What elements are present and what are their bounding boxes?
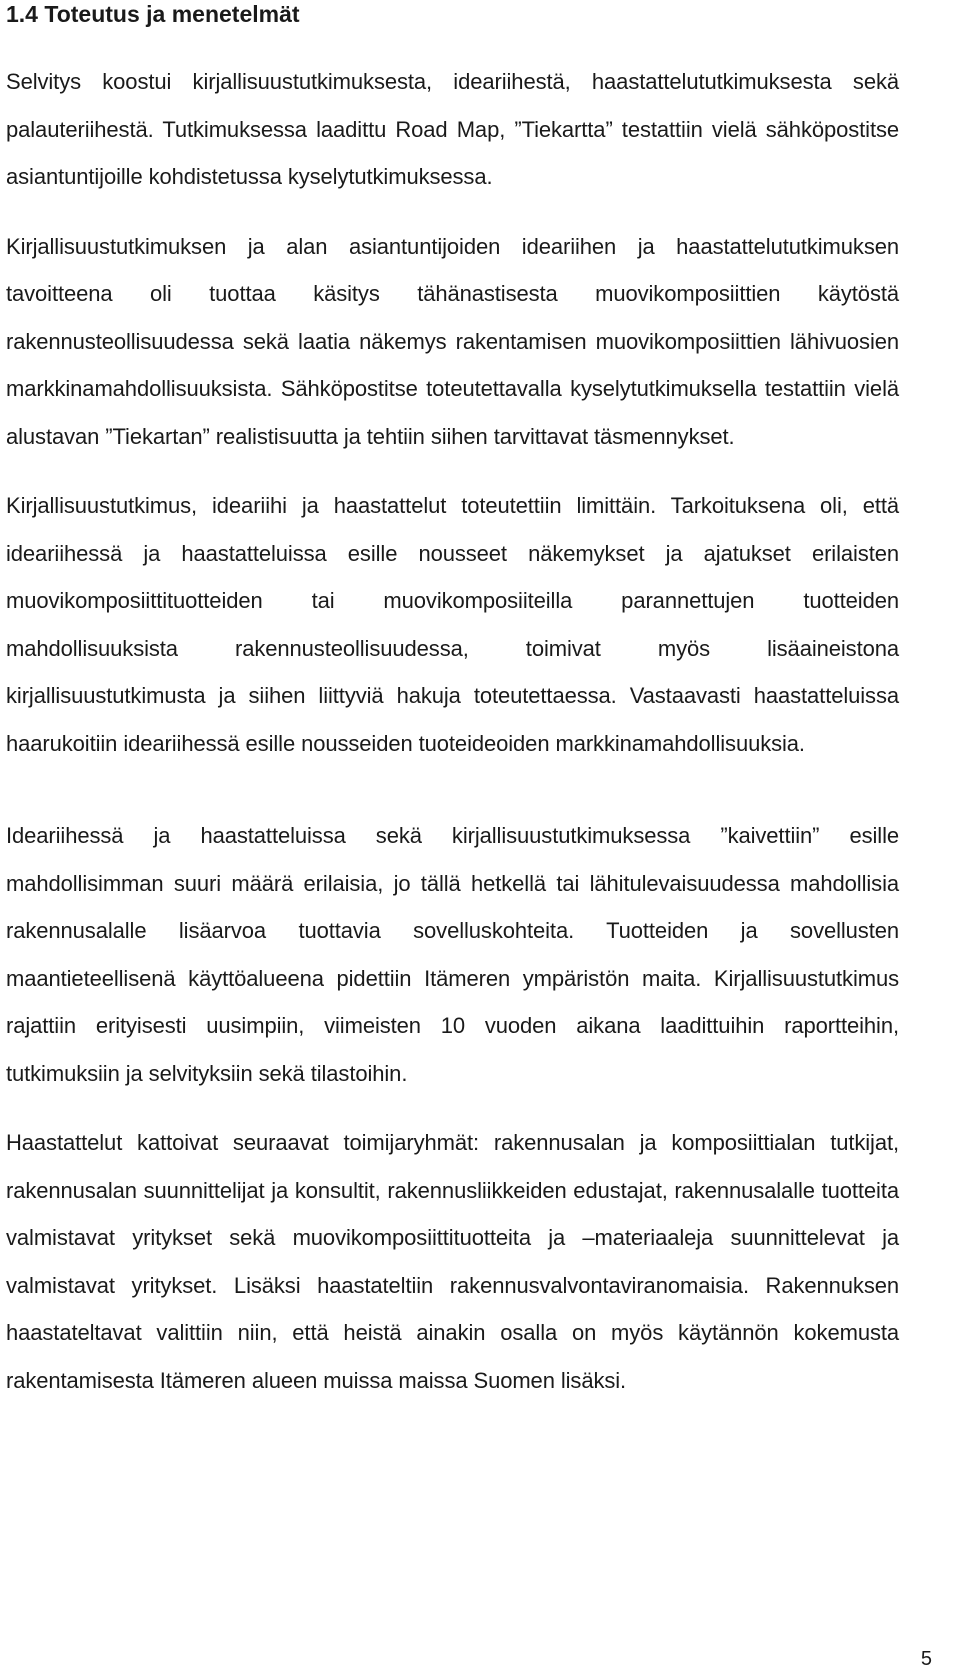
paragraph-5: Haastattelut kattoivat seuraavat toimijaryhmät: rakennusalan ja komposiittialan tutkijat, rakennusalan suunnittelijat ja konsultit, rakennusliikkeiden edustajat, rakennusalalle tuotteita valmistavat yritykset sekä muovikomposiittituotteita ja –materiaaleja suunnittelevat ja valmistavat yritykset. Lisäksi haastateltiin rakennusvalvontaviranomaisia. Rakennuksen haastateltavat valittiin niin, että heistä ainakin osalla on myös käytännön kokemusta rakentamisesta Itämeren alueen muissa maissa Suomen lisäksi. bbox=[6, 1130, 899, 1393]
paragraph-3: Kirjallisuustutkimus, ideariihi ja haastattelut toteutettiin limittäin. Tarkoituksena oli, että ideariihessä ja haastatteluissa esille nousseet näkemykset ja ajatukset erilaisten muovikomposiittituotteiden tai muovikomposiiteilla parannettujen tuotteiden mahdollisuuksista rakennusteollisuudessa, toimivat myös lisäaineistona kirjallisuustutkimusta ja siihen liittyviä hakuja toteutettaessa. Vastaavasti haastatteluissa haarukoitiin ideariihessä esille nousseiden tuoteideoiden markkinamahdollisuuksia. bbox=[6, 493, 899, 756]
paragraph-2: Kirjallisuustutkimuksen ja alan asiantuntijoiden ideariihen ja haastattelututkimuksen tavoitteena oli tuottaa käsitys tähänastisesta muovikomposiittien käytöstä rakennusteollisuudessa sekä laatia näkemys rakentamisen muovikomposiittien lähivuosien markkinamahdollisuuksista. Sähköpostitse toteutettavalla kyselytutkimuksella testattiin vielä alustavan ”Tiekartan” realistisuutta ja tehtiin siihen tarvittavat täsmennykset. bbox=[6, 233, 899, 449]
paragraph-4: Ideariihessä ja haastatteluissa sekä kirjallisuustutkimuksessa ”kaivettiin” esille mahdollisimman suuri määrä erilaisia, jo tällä hetkellä tai lähitulevaisuudessa mahdollisia rakennusalalle lisäarvoa tuottavia sovelluskohteita. Tuotteiden ja sovellusten maantieteellisenä käyttöalueena pidettiin Itämeren ympäristön maita. Kirjallisuustutkimus rajattiin erityisesti uusimpiin, viimeisten 10 vuoden aikana laadittuihin raportteihin, tutkimuksiin ja selvityksiin sekä tilastoihin. bbox=[6, 823, 899, 1086]
paragraph-1: Selvitys koostui kirjallisuustutkimuksesta, ideariihestä, haastattelututkimuksesta sekä palauteriihestä. Tutkimuksessa laadittu Road Map, ”Tiekartta” testattiin vielä sähköpostitse asiantuntijoille kohdistetussa kyselytutkimuksessa. bbox=[6, 69, 899, 189]
document-page bbox=[6, 0, 899, 1404]
section-heading: 1.4 Toteutus ja menetelmät bbox=[6, 1, 300, 27]
page-number: 5 bbox=[920, 1648, 932, 1670]
